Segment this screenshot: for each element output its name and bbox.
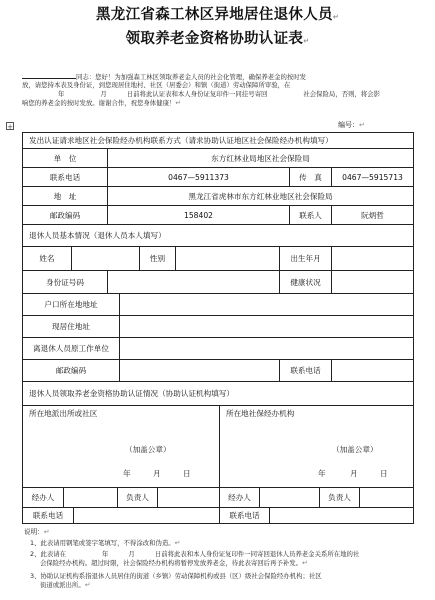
sec2-live-row — [22, 316, 414, 338]
social-security-title: 所在地社保经办机构 — [226, 409, 295, 418]
sec1-addr-row — [22, 187, 414, 206]
live-label: 现居住地址 — [52, 322, 90, 331]
intro-line-4: 响您的养老金的按时发放。谢谢合作，祝您身体健康！↵ — [22, 99, 182, 107]
ss-handler-field[interactable] — [259, 488, 319, 507]
note-2-cont: 会保险经办机构。超过时限，社会保险经办机构将暂停发放养老金，待此表寄回后再予补发。↵ — [40, 559, 308, 567]
note-3-cont: 街道或派出所。↵ — [40, 581, 91, 589]
sec1-header-row — [22, 132, 414, 149]
hukou-label: 户口所在地地址 — [44, 300, 98, 309]
health-field[interactable] — [331, 271, 413, 293]
note-1: 1、此表请用钢笔或签字笔填写，不得涂改和伪造。↵ — [30, 539, 181, 547]
sec2-work-row — [22, 338, 414, 360]
ss-tel-field[interactable] — [269, 508, 413, 523]
sex-field[interactable] — [175, 247, 279, 270]
sec2-hukou-row — [22, 294, 414, 316]
fax-value[interactable]: 0467—5915713 — [331, 168, 413, 186]
addressee-blank[interactable] — [22, 72, 76, 79]
sec1-header: 发出认证请求地区社会保险经办机构联系方式（请求协助认证地区社会保险经办机构填写） — [29, 136, 333, 145]
sec3-header-row — [22, 382, 414, 406]
live-field[interactable] — [119, 316, 413, 337]
notes-heading: 说明：↵ — [24, 528, 50, 536]
table-move-handle-icon[interactable]: + — [7, 123, 13, 131]
sec2-name-row — [22, 247, 414, 271]
id-field[interactable] — [107, 271, 279, 293]
dob-label: 出生年月 — [279, 247, 331, 270]
ss-date-day: 日 — [380, 469, 388, 478]
contact-value[interactable]: 阮炳哲 — [331, 206, 413, 224]
health-label: 健康状况 — [279, 271, 331, 293]
sec2-zip-field[interactable] — [119, 360, 279, 381]
addr-label: 地 址 — [53, 191, 77, 201]
form-title-line1: 黑龙江省森工林区异地居住退休人员↵ — [96, 7, 339, 23]
police-tel-label: 联系电话 — [32, 511, 64, 520]
police-handler-field[interactable] — [63, 488, 117, 507]
tel-value[interactable]: 0467—5911373 — [107, 168, 289, 186]
police-date-day: 日 — [183, 469, 191, 478]
ss-date-year: 年 — [318, 469, 326, 478]
form-title-line2: 领取养老金资格协助认证表↵ — [125, 31, 310, 47]
name-label: 姓名 — [39, 254, 55, 263]
police-handler-label: 经办人 — [31, 493, 55, 502]
police-seal-note: （加盖公章） — [125, 445, 171, 454]
sec1-unit-row — [22, 149, 414, 168]
police-date-month: 月 — [153, 469, 161, 478]
fax-label: 传 真 — [289, 168, 331, 186]
police-tel-field[interactable] — [73, 508, 219, 523]
unit-value[interactable]: 东方红林业局地区社会保险局 — [107, 149, 413, 167]
police-date-year: 年 — [123, 469, 131, 478]
tel-label: 联系电话 — [49, 172, 81, 182]
sec2-zip-row — [22, 360, 414, 382]
sec2-tel-label: 联系电话 — [279, 360, 331, 381]
intro-line-3: 年 月 日前将此认证表和本人身份证复印件一同挂号寄回 社会保险局，否则，将会影 — [58, 90, 381, 98]
sec3-tel-row — [22, 508, 414, 524]
police-station-box[interactable] — [23, 406, 219, 487]
sex-label: 性别 — [139, 247, 175, 270]
id-label: 身份证号码 — [46, 277, 84, 287]
work-label: 离退休人员原工作单位 — [33, 344, 109, 353]
sec3-seal-row — [22, 406, 414, 488]
name-field[interactable] — [71, 247, 139, 270]
contact-label: 联系人 — [289, 206, 331, 224]
ss-date-month: 月 — [350, 469, 358, 478]
work-field[interactable] — [119, 338, 413, 359]
zip-label: 邮政编码 — [49, 210, 81, 220]
intro-line-2: 放，请您持本表及身份证，到您现居住地村、社区（居委会）和镇（街道）劳动保障所审验，在 — [22, 81, 291, 89]
police-responsible-field[interactable] — [157, 488, 219, 507]
police-station-title: 所在地派出所或社区 — [29, 409, 98, 418]
sec2-tel-field[interactable] — [331, 360, 413, 381]
sec3-header: 退休人员领取养老金资格协助认证情况（协助认证机构填写） — [29, 389, 235, 398]
hukou-field[interactable] — [119, 294, 413, 315]
sec3-handler-row — [22, 488, 414, 508]
social-security-box[interactable] — [219, 406, 413, 487]
note-3: 3、协助认证机构系指退休人员居住的街道（乡镇）劳动保障机构或县（区）级社会保险经办机构；社区 — [30, 572, 322, 580]
note-2: 2、此表请在 年 月 日前将此表和本人身份证复印件一同寄回退休人员养老金关系所在地的社 — [30, 550, 360, 558]
dob-field[interactable] — [331, 247, 413, 270]
ss-responsible-field[interactable] — [359, 488, 413, 507]
intro-line-1: 同志：您好！为加强森工林区领取养老金人员的社会化管理，确保养老金的按时发 — [22, 72, 414, 82]
sec1-zip-row — [22, 206, 414, 225]
serial-number-label: 编号：↵ — [338, 121, 365, 129]
ss-seal-note: （加盖公章） — [332, 445, 378, 454]
ss-responsible-label: 负责人 — [319, 488, 359, 507]
ss-tel-label: 联系电话 — [219, 508, 269, 523]
police-responsible-label: 负责人 — [117, 488, 157, 507]
ss-handler-label: 经办人 — [219, 488, 259, 507]
sec2-zip-label: 邮政编码 — [55, 366, 87, 375]
addr-value[interactable]: 黑龙江省虎林市东方红林业地区社会保险局 — [107, 187, 413, 205]
zip-value[interactable]: 158402 — [107, 206, 289, 224]
sec2-header: 退休人员基本情况（退休人员本人填写） — [29, 231, 166, 240]
sec2-header-row — [22, 225, 414, 247]
sec1-tel-row — [22, 168, 414, 187]
sec2-id-row — [22, 271, 414, 294]
unit-label: 单 位 — [53, 153, 77, 163]
